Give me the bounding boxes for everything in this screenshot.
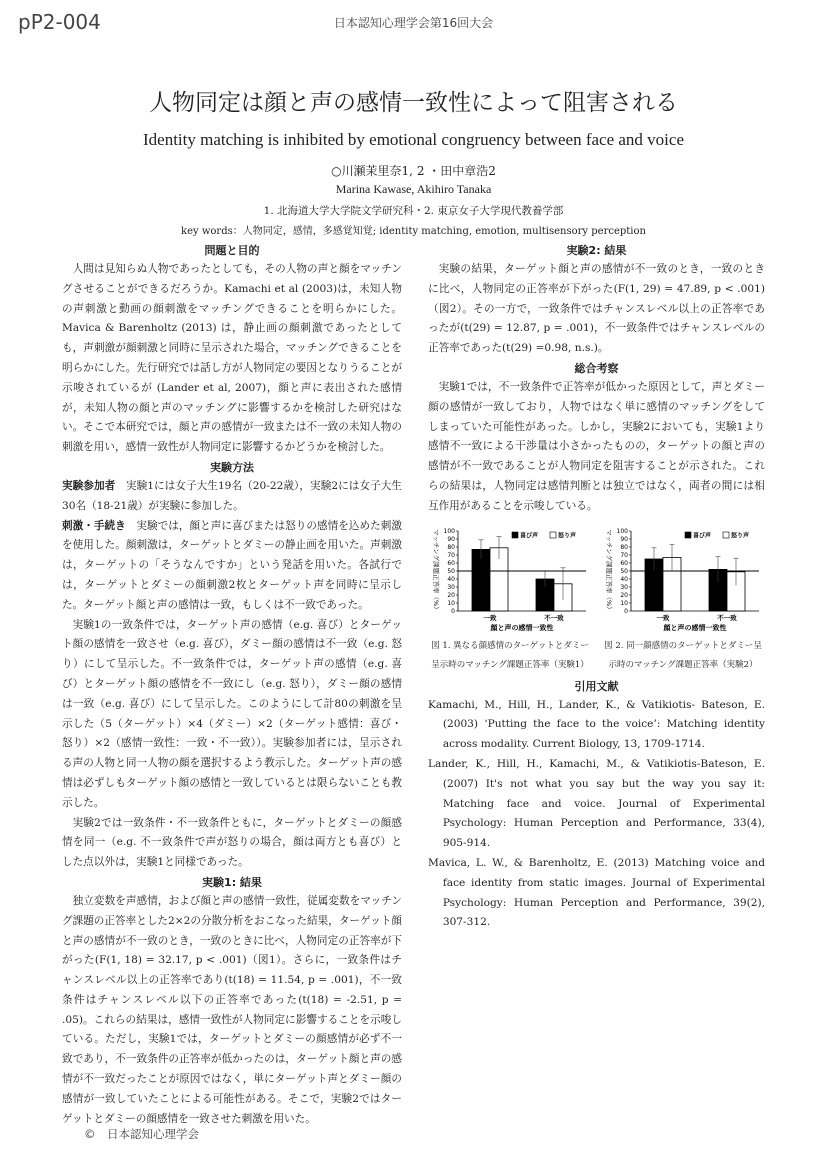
y-tick-label: 90 (620, 535, 628, 543)
legend-label: 怒り声 (558, 532, 577, 540)
left-column (62, 241, 402, 1129)
x-tick-label: 一致 (656, 613, 670, 622)
legend-label: 怒り声 (731, 532, 750, 540)
participants-paragraph (62, 477, 402, 517)
y-tick-label: 20 (620, 591, 628, 599)
design-paragraph: 実験1の一致条件では，ターゲット声の感情（e.g. 喜び）とターゲット顔の感情を一致させ（e.g. 喜び），ダミー顔の感情は不一致（e.g. 怒り）にして呈示した。不一致条件では，ターゲット声の感情（e.g. 喜び）とターゲット顔の感情を不一致にし（e.g. 怒り），ダミー顔の感情は一致（e.g. 喜び）にして呈示した。このようにして計80の刺激を呈示した（5（ターゲット）×4（ダミー）×2（ターゲット感情：喜び・怒り）×2（感情一致性：一致・不一致））。実験参加者には，呈示される声の人物と同一人物の顔を選択するよう教示した。ターゲット声の感情は必ずしもターゲット顔の感情と一致しているとは限らないことも教示した。 (62, 618, 402, 809)
figure-1-chart (428, 525, 592, 637)
y-tick-label: 60 (620, 559, 628, 567)
reference-item: Mavica, L. W., & Barenholtz, E. (2013) Matching voice and face identity from static images. Journal of Experimental Psychology: Human Perception and Performance, 39(2), 307-312. (428, 856, 765, 929)
figure-2-chart (601, 525, 765, 637)
figure-2 (601, 525, 765, 675)
poster-id: pP2-004 (18, 10, 101, 34)
y-tick-label: 40 (620, 575, 628, 583)
authors-japanese: ○川瀬茉里奈1, 2 ・田中章浩2 (331, 164, 496, 178)
exp2-method-paragraph: 実験2では一致条件・不一致条件ともに，ターゲットとダミーの顔感情を同一（e.g. 不一致条件で声が怒りの場合，顔は両方とも喜び）とした点以外は，実験1と同様であった。 (62, 816, 402, 869)
y-tick-label: 30 (447, 583, 455, 591)
figures-row (428, 525, 765, 675)
result1-paragraph: 独立変数を声感情，および顔と声の感情一致性，従属変数をマッチング課題の正答率とした2×2の分散分析をおこなった結果，ターゲット顔と声の感情が不一致のとき，一致のときに比べ，人物同定の正答率が下がった(F(1, 18) = 32.17, p < .001)（図1）。さらに，一致条件はチャンスレベル以上の正答率であり(t(18) = 11.54, p = .001)，不一致条件はチャンスレベル以下の正答率であった(t(18) = -2.51, p = .05)。これらの結果は，感情一致性が人物同定に影響することを示唆している。ただし，実験1では，ターゲットとダミーの顔感情が必ず不一致であり，不一致条件の正答率が低かったのは，ターゲット顔と声の感情が不一致だったことが原因ではなく，単にターゲット声とダミー顔の感情が一致していたことによる可能性がある。そこで，実験2ではターゲットとダミーの顔感情を一致させた刺激を用いた。 (62, 894, 402, 1125)
figure-1-caption: 図 1. 異なる顔感情のターゲットとダミー呈示時のマッチング課題正答率（実験1） (431, 640, 589, 670)
legend-label: 喜び声 (693, 532, 712, 540)
authors-english: Marina Kawase, Akihiro Tanaka (335, 182, 492, 196)
heading-method: 実験方法 (210, 460, 254, 474)
x-tick-label: 不一致 (544, 613, 564, 622)
title-english: Identity matching is inhibited by emotional congruency between face and voice (143, 130, 684, 149)
footer-copyright: © 日本認知心理学会 (84, 1127, 199, 1141)
legend-swatch (685, 532, 691, 538)
conference-name: 日本認知心理学会第16回大会 (333, 16, 494, 30)
y-tick-label: 50 (620, 567, 628, 575)
y-tick-label: 30 (620, 583, 628, 591)
reference-item: Kamachi, M., Hill, H., Lander, K., & Vatikiotis- Bateson, E. (2003) ‘Putting the face to the voice’: Matching identity across modality. Current Biology, 13, 1709-1714. (428, 698, 765, 751)
reference-item: Lander, K., Hill, H., Kamachi, M., & Vatikiotis-Bateson, E. (2007) It's not what you say but the way you say it: Matching face and voice. Journal of Experimental Psychology: Human Perception and Performance, 33(4), 905-914. (428, 757, 765, 850)
x-axis-label: 顔と声の感情一致性 (490, 623, 554, 632)
legend-swatch (512, 532, 518, 538)
y-tick-label: 20 (447, 591, 455, 599)
affiliations: 1. 北海道大学大学院文学研究科・2. 東京女子大学現代教養学部 (263, 205, 564, 217)
heading-purpose: 問題と目的 (204, 244, 260, 257)
stimuli-paragraph (62, 517, 402, 616)
y-axis-label: マッチング課題正答率（%） (605, 528, 613, 613)
right-column (428, 241, 765, 933)
x-tick-label: 不一致 (717, 613, 737, 622)
heading-references: 引用文献 (574, 679, 619, 693)
y-tick-label: 0 (624, 607, 628, 615)
heading-result2: 実験2: 結果 (566, 244, 627, 257)
y-tick-label: 70 (620, 551, 628, 559)
participants-lead: 実験参加者 (62, 479, 116, 492)
y-tick-label: 80 (620, 543, 628, 551)
references (428, 677, 765, 934)
x-tick-label: 一致 (483, 613, 497, 622)
legend-swatch (723, 532, 729, 538)
legend-label: 喜び声 (520, 532, 539, 540)
figure-2-caption: 図 2. 同一顔感情のターゲットとダミー呈示時のマッチング課題正答率（実験2） (604, 640, 762, 670)
title-japanese: 人物同定は顔と声の感情一致性によって阻害される (149, 90, 678, 116)
x-axis-label: 顔と声の感情一致性 (663, 623, 727, 632)
y-tick-label: 10 (447, 599, 455, 607)
result2-paragraph: 実験の結果，ターゲット顔と声の感情が不一致のとき，一致のときに比べ，人物同定の正答率が下がった(F(1, 29) = 47.89, p < .001)（図2）。その一方で，一致条件ではチャンスレベル以上の正答率であったが(t(29) = 12.87, p = .001)，不一致条件ではチャンスレベルの正答率であった(t(29) =0.98, n.s.)。 (428, 263, 765, 355)
legend-swatch (550, 532, 556, 538)
heading-result1: 実験1: 結果 (202, 875, 262, 889)
y-tick-label: 90 (447, 535, 455, 543)
y-tick-label: 80 (447, 543, 455, 551)
y-axis-label: マッチング課題正答率（%） (432, 528, 440, 613)
y-tick-label: 40 (447, 575, 455, 583)
y-tick-label: 10 (620, 599, 628, 607)
y-tick-label: 0 (451, 607, 455, 615)
y-tick-label: 50 (447, 567, 455, 575)
y-tick-label: 100 (616, 527, 628, 535)
keywords: key words：人物同定，感情，多感覚知覚; identity matching, emotion, multisensory perception (181, 226, 646, 237)
purpose-paragraph: 人間は見知らぬ人物であったとしても，その人物の声と顔をマッチングさせることができるだろうか。Kamachi et al (2003)は，未知人物の声刺激と動画の顔刺激をマッチングできることを明らかにした。Mavica & Barenholtz (2013) は，静止画の顔刺激であったとしても，声刺激が顔刺激と同時に呈示された場合，マッチングできることを明らかにした。先行研究では話し方が人物同定の要因となりうることが示唆されているが (Lander et al, 2007)，顔と声に表出された感情が，未知人物の顔と声のマッチングに影響するかを検討した研究はない。そこで本研究では，顔と声の感情が一致または不一致の未知人物の刺激を用い，感情一致性が人物同定に影響するかどうかを検討した。 (62, 263, 402, 454)
y-tick-label: 100 (443, 527, 455, 535)
stimuli-text: 実験では，顔と声に喜びまたは怒りの感情を込めた刺激を使用した。顔刺激は，ターゲットとダミーの静止画を用いた。声刺激は，ターゲットの「そうなんですか」という発話を用いた。各試行では，ターゲットとダミーの顔刺激2枚とターゲット声を同時に呈示した。ターゲット顔と声の感情は一致，もしくは不一致であった。 (62, 519, 403, 611)
heading-discussion: 総合考察 (574, 361, 619, 375)
y-tick-label: 60 (447, 559, 455, 567)
figure-1 (428, 525, 592, 675)
participants-text: 実験1には女子大生19名（20-22歳），実験2には女子大生30名（18-21歳）が実験に参加した。 (62, 479, 403, 512)
discussion-paragraph: 実験1では，不一致条件で正答率が低かった原因として，声とダミー顔の感情が一致しており，人物ではなく単に感情のマッチングをしてしまっていた可能性があった。しかし，実験2においても，実験1より感情不一致による干渉量は小さかったものの，ターゲットの顔と声の感情が不一致であることが人物同定を阻害することが示された。これらの結果は，人物同定は感情判断とは独立ではなく，両者の間には相互作用があることを示唆している。 (428, 380, 765, 512)
stimuli-lead: 刺激・手続き (62, 519, 126, 532)
y-tick-label: 70 (447, 551, 455, 559)
